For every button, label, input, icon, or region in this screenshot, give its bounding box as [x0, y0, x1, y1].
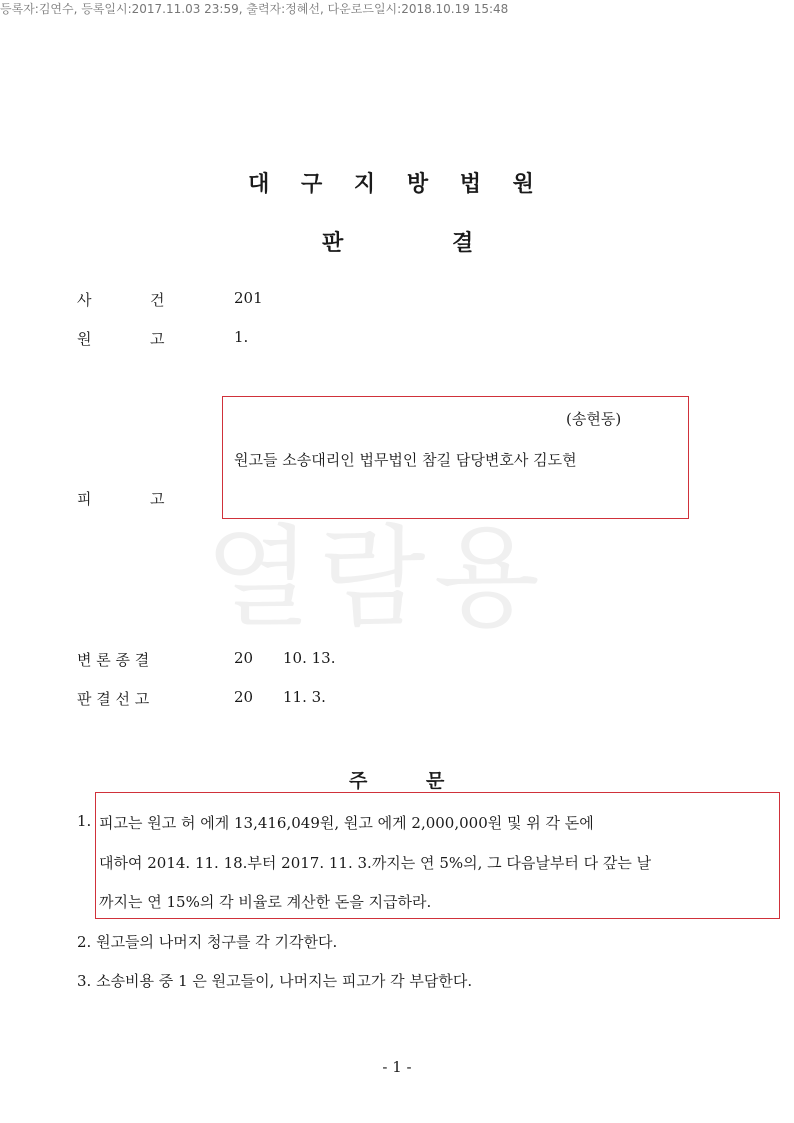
order-title-left: 주: [349, 770, 368, 792]
download-info-header: 등록자:김연수, 등록일시:2017.11.03 23:59, 출력자:정혜선, 다운로드일시:2018.10.19 15:48: [0, 2, 509, 16]
page-number: - 1 -: [382, 1058, 412, 1076]
order-item1-line3: 까지는 연 15%의 각 비율로 계산한 돈을 지급하라.: [99, 893, 432, 911]
order-item1-number: 1.: [77, 812, 92, 830]
order-title-right: 문: [426, 770, 445, 792]
judgment-date: 11. 3.: [283, 688, 326, 706]
doc-type-left: 판: [322, 231, 344, 256]
defendant-label-a: 피: [77, 490, 92, 508]
judgment-label: 판 결 선 고: [77, 690, 150, 708]
case-label-b: 건: [150, 291, 165, 309]
closing-date: 10. 13.: [283, 649, 336, 667]
doc-type-right: 결: [452, 231, 474, 256]
judgment-year: 20: [234, 688, 254, 706]
court-name: 대 구 지 방 법 원: [248, 172, 546, 197]
order-item3: 3. 소송비용 중 1 은 원고들이, 나머지는 피고가 각 부담한다.: [77, 972, 473, 990]
case-label-a: 사: [77, 291, 92, 309]
watermark: 열람용: [205, 514, 548, 642]
address-note: (송현동): [566, 410, 622, 428]
plaintiff-label-a: 원: [77, 330, 92, 348]
closing-year: 20: [234, 649, 254, 667]
order-item2: 2. 원고들의 나머지 청구를 각 기각한다.: [77, 933, 338, 951]
plaintiff-label-b: 고: [150, 330, 165, 348]
plaintiff-value: 1.: [234, 328, 249, 346]
case-number: 201: [234, 289, 263, 307]
order-item1-line1: 피고는 원고 허 에게 13,416,049원, 원고 에게 2,000,000원 및 위 각 돈에: [99, 814, 594, 832]
defendant-label-b: 고: [150, 490, 165, 508]
closing-label: 변 론 종 결: [77, 651, 150, 669]
order-item1-line2: 대하여 2014. 11. 18.부터 2017. 11. 3.까지는 연 5%의, 그 다음날부터 다 갚는 날: [99, 854, 652, 872]
counsel-info: 원고들 소송대리인 법무법인 참길 담당변호사 김도현: [234, 451, 577, 469]
